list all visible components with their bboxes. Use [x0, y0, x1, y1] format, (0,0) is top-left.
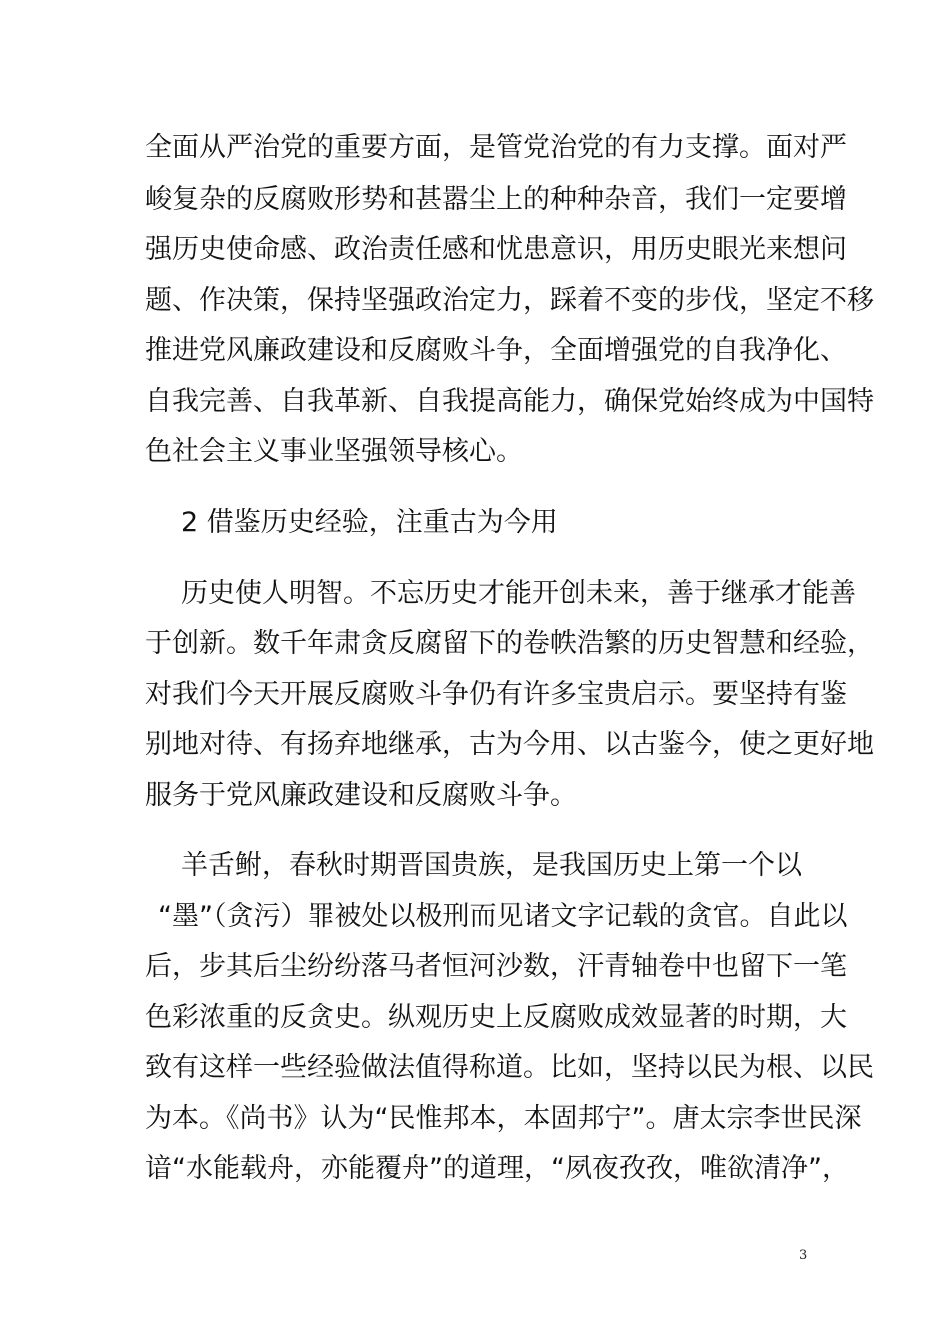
text-line: “墨”（贪污）罪被处以极刑而见诸文字记载的贪官。自此以 — [158, 901, 848, 932]
text-line: 历史使人明智。不忘历史才能开创未来，善于继承才能善 — [181, 578, 856, 609]
text-line: 于创新。数千年肃贪反腐留下的卷帙浩繁的历史智慧和经验， — [145, 628, 874, 659]
text-line: 峻复杂的反腐败形势和甚嚣尘上的种种杂音，我们一定要增 — [145, 184, 847, 215]
text-line: 色彩浓重的反贪史。纵观历史上反腐败成效显著的时期，大 — [145, 1002, 847, 1033]
text-line: 强历史使命感、政治责任感和忧患意识，用历史眼光来想问 — [145, 234, 847, 265]
text-line: 对我们今天开展反腐败斗争仍有许多宝贵启示。要坚持有鉴 — [145, 679, 847, 710]
text-line: 谙“水能载舟，亦能覆舟”的道理，“夙夜孜孜，唯欲清净”， — [145, 1153, 849, 1184]
text-line: 后，步其后尘纷纷落马者恒河沙数，汗青轴卷中也留下一笔 — [145, 951, 847, 982]
text-line: 羊舌鲋，春秋时期晋国贵族，是我国历史上第一个以 — [181, 850, 802, 881]
text-line: 推进党风廉政建设和反腐败斗争，全面增强党的自我净化、 — [145, 335, 847, 366]
text-line: 致有这样一些经验做法值得称道。比如，坚持以民为根、以民 — [145, 1052, 874, 1083]
page-number: 3 — [799, 1248, 808, 1263]
text-line: 色社会主义事业坚强领导核心。 — [145, 436, 523, 467]
text-line: 自我完善、自我革新、自我提高能力，确保党始终成为中国特 — [145, 386, 874, 417]
text-line: 别地对待、有扬弃地继承，古为今用、以古鉴今，使之更好地 — [145, 729, 874, 760]
text-line: 全面从严治党的重要方面，是管党治党的有力支撑。面对严 — [145, 132, 847, 163]
text-line: 服务于党风廉政建设和反腐败斗争。 — [145, 780, 577, 811]
text-line: 为本。《尚书》认为“民惟邦本，本固邦宁”。唐太宗李世民深 — [145, 1103, 862, 1134]
section-heading: 2 借鉴历史经验，注重古为今用 — [181, 507, 558, 538]
text-line: 题、作决策，保持坚强政治定力，踩着不变的步伐，坚定不移 — [145, 285, 874, 316]
